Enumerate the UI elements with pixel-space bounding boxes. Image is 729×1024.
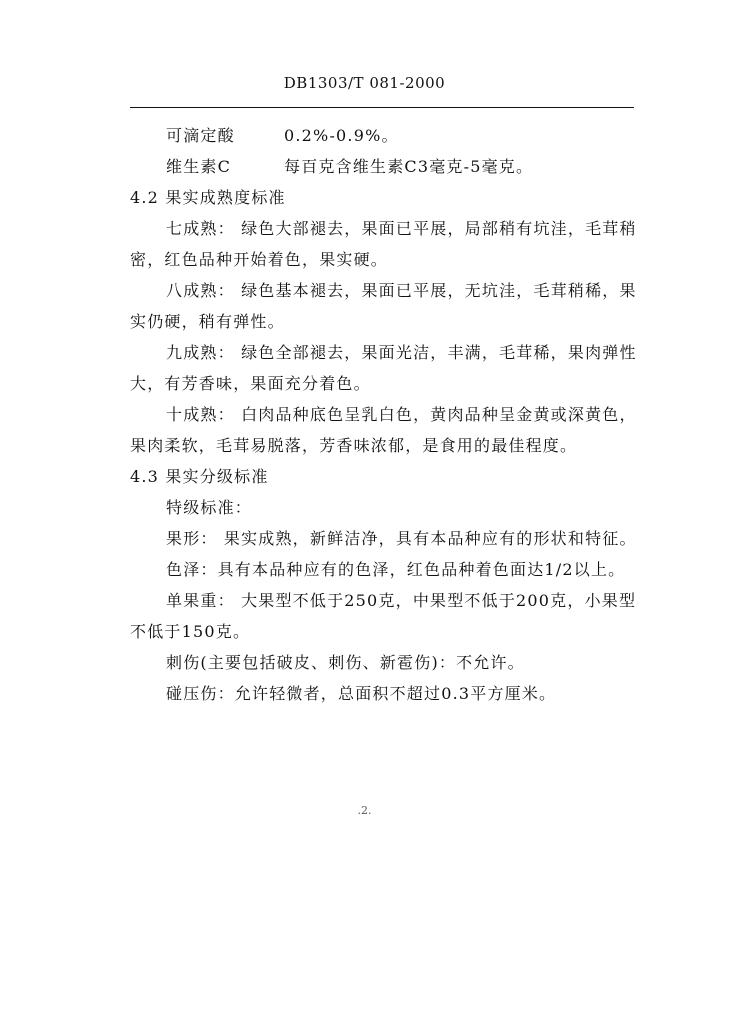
- paragraph: 特级标准：: [166, 498, 253, 517]
- paragraph: 碰压伤：允许轻微者，总面积不超过0.3平方厘米。: [166, 684, 557, 703]
- paragraph: 单果重： 大果型不低于250克，中果型不低于200克，小果型不低于150克。: [130, 591, 637, 641]
- document-number-header: DB1303/T 081-2000: [283, 74, 446, 92]
- section-heading-4-3: 4.3 果实分级标准: [130, 467, 269, 486]
- document-body: [130, 120, 642, 709]
- header-rule: [130, 107, 634, 108]
- paragraph: 九成熟： 绿色全部褪去，果面光洁，丰满，毛茸稀，果肉弹性大，有芳香味，果面充分着色。: [130, 343, 637, 393]
- vitamin-c-row: [166, 151, 642, 182]
- item-value: 每百克含维生素C3毫克-5毫克。: [284, 157, 534, 176]
- paragraph: 十成熟： 白肉品种底色呈乳白色，黄肉品种呈金黄或深黄色， 果肉柔软，毛茸易脱落，芳香味浓郁，是食用的最佳程度。: [130, 405, 637, 455]
- item-value: 0.2%-0.9%。: [284, 126, 399, 145]
- paragraph: 刺伤(主要包括破皮、刺伤、新雹伤)：不允许。: [166, 653, 525, 672]
- paragraph: 七成熟： 绿色大部褪去，果面已平展，局部稍有坑洼，毛茸稍密，红色品种开始着色，果实硬。: [130, 219, 637, 269]
- item-label: 可滴定酸: [166, 126, 235, 145]
- paragraph: 八成熟： 绿色基本褪去，果面已平展，无坑洼，毛茸稍稀，果实仍硬，稍有弹性。: [130, 281, 637, 331]
- titratable-acid-row: [166, 120, 642, 151]
- paragraph: 色泽：具有本品种应有的色泽，红色品种着色面达1/2以上。: [166, 560, 626, 579]
- page-number: .2.: [357, 804, 372, 817]
- item-label: 维生素C: [166, 157, 232, 176]
- paragraph: 果形： 果实成熟，新鲜洁净，具有本品种应有的形状和特征。: [166, 529, 637, 548]
- section-heading-4-2: 4.2 果实成熟度标准: [130, 188, 286, 207]
